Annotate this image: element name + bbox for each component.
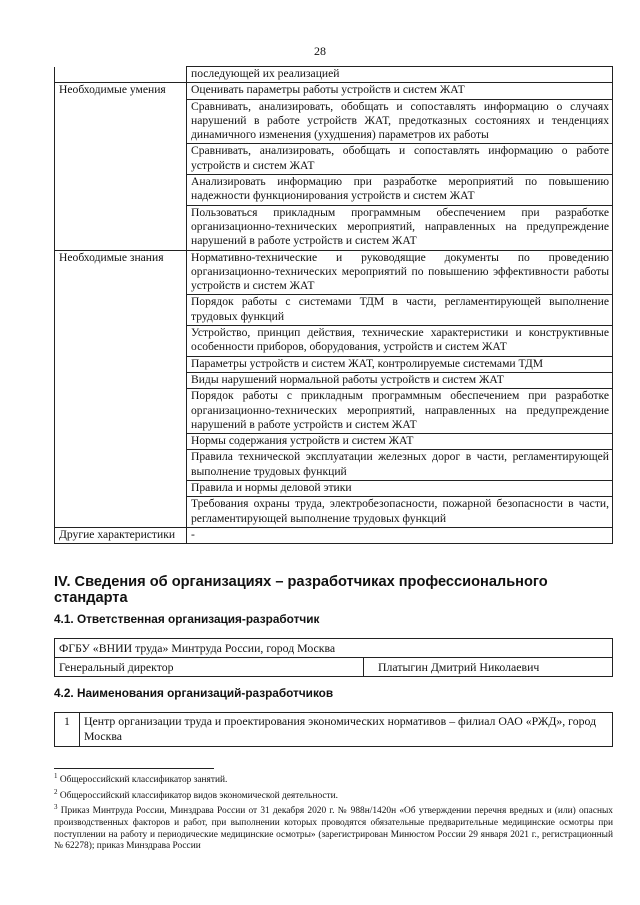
- skills-table: [54, 66, 613, 544]
- row-text: последующей их реализацией: [187, 67, 613, 83]
- developer-org-row: [55, 713, 613, 747]
- row-text: Правила и нормы деловой этики: [187, 481, 613, 497]
- table-row: [55, 389, 613, 434]
- org-name: ФГБУ «ВНИИ труда» Минтруда России, город Москва: [55, 639, 613, 658]
- table-row: [55, 326, 613, 357]
- row-label-empty: [55, 144, 187, 175]
- table-row: [55, 372, 613, 388]
- row-group-label: Необходимые знания: [55, 250, 187, 295]
- row-label-empty: [55, 372, 187, 388]
- row-group-label: Другие характеристики: [55, 527, 187, 543]
- row-text: Оценивать параметры работы устройств и систем ЖАТ: [187, 83, 613, 99]
- section-title: IV. Сведения об организациях – разработчиках профессионального стандарта: [54, 574, 548, 606]
- row-label-empty: [55, 450, 187, 481]
- row-text: Сравнивать, анализировать, обобщать и сопоставлять информацию о случаях нарушений в работе устройств ЖАТ, предотказных состояниях и тенденциях динамичного изменения (ухудшения) параметров их работы: [187, 99, 613, 144]
- footnote: $^1$ Общероссийский классификатор занятий.: [54, 772, 228, 786]
- row-label-empty: [55, 205, 187, 250]
- row-label-empty: [55, 99, 187, 144]
- row-label-empty: [55, 356, 187, 372]
- row-text: Сравнивать, анализировать, обобщать и сопоставлять информацию о работе устройств и систем ЖАТ: [187, 144, 613, 175]
- table-row: [55, 99, 613, 144]
- row-text: Виды нарушений нормальной работы устройств и систем ЖАТ: [187, 372, 613, 388]
- row-label-empty: [55, 434, 187, 450]
- row-text: -: [187, 527, 613, 543]
- row-text: Нормы содержания устройств и систем ЖАТ: [187, 434, 613, 450]
- row-label-empty: [55, 481, 187, 497]
- org-position: Генеральный директор: [55, 658, 364, 677]
- row-text: Порядок работы с системами ТДМ в части, регламентирующей выполнение трудовых функций: [187, 295, 613, 326]
- row-label-empty: [55, 326, 187, 357]
- footnote-rule: [54, 768, 214, 769]
- row-group-label: Необходимые умения: [55, 83, 187, 99]
- table-row: [55, 527, 613, 543]
- table-row: [55, 205, 613, 250]
- table-row: [55, 481, 613, 497]
- row-text: Анализировать информацию при разработке мероприятий по повышению надежности функционирования устройств и систем ЖАТ: [187, 175, 613, 206]
- table-row: [55, 250, 613, 295]
- footnote: $^3$ Приказ Минтруда России, Минздрава России от 31 декабря 2020 г. № 988н/1420н «Об утверждении перечня вредных и (или) опасных производственных факторов и работ, при выполнении которых проводятся обязательные предварительные медицинские осмотры при поступлении на работу и периодические медицинские осмотры» (зарегистрирован Минюстом России 29 января 2021 г., регистрационный № 62278); приказ Минздрава России: [54, 803, 613, 852]
- footnote: $^2$ Общероссийский классификатор видов экономической деятельности.: [54, 787, 339, 801]
- table-row: [55, 175, 613, 206]
- developer-org-table: [54, 712, 613, 747]
- row-label-empty: [55, 389, 187, 434]
- row-label-empty: [55, 175, 187, 206]
- subsection-2-title: 4.2. Наименования организаций-разработчиков: [54, 686, 334, 700]
- row-label-empty: [55, 295, 187, 326]
- row-text: Нормативно-технические и руководящие документы по проведению организационно-технических мероприятий по повышению эффективности работы устройств и систем ЖАТ: [187, 250, 613, 295]
- table-row: [55, 450, 613, 481]
- org-person: Платыгин Дмитрий Николаевич: [364, 658, 613, 677]
- developer-org-number: 1: [55, 713, 80, 747]
- row-label-empty: [55, 67, 187, 83]
- developer-org-name: Центр организации труда и проектирования экономических нормативов – филиал ОАО «РЖД», город Москва: [80, 713, 613, 747]
- table-row: [55, 144, 613, 175]
- subsection-1-title: 4.1. Ответственная организация-разработчик: [54, 612, 320, 626]
- table-row: [55, 497, 613, 528]
- row-text: Пользоваться прикладным программным обеспечением при разработке организационно-технических мероприятий, направленных на предупреждение нарушений в работе устройств и систем ЖАТ: [187, 205, 613, 250]
- row-text: Устройство, принцип действия, технические характеристики и конструктивные особенности приборов, оборудования, устройств и систем ЖАТ: [187, 326, 613, 357]
- table-row: [55, 434, 613, 450]
- page-number: 28: [314, 44, 326, 58]
- footnotes: [54, 771, 613, 853]
- row-text: Параметры устройств и систем ЖАТ, контролируемые системами ТДМ: [187, 356, 613, 372]
- table-row: [55, 295, 613, 326]
- row-text: Порядок работы с прикладным программным обеспечением при разработке организационно-технических мероприятий, направленных на предупреждение нарушений в работе устройств и систем ЖАТ: [187, 389, 613, 434]
- table-row: [55, 83, 613, 99]
- row-text: Требования охраны труда, электробезопасности, пожарной безопасности в части, регламентирующей выполнение трудовых функций: [187, 497, 613, 528]
- table-row: [55, 67, 613, 83]
- responsible-org-table: [54, 638, 613, 677]
- table-row: [55, 356, 613, 372]
- row-label-empty: [55, 497, 187, 528]
- row-text: Правила технической эксплуатации железных дорог в части, регламентирующей выполнение трудовых функций: [187, 450, 613, 481]
